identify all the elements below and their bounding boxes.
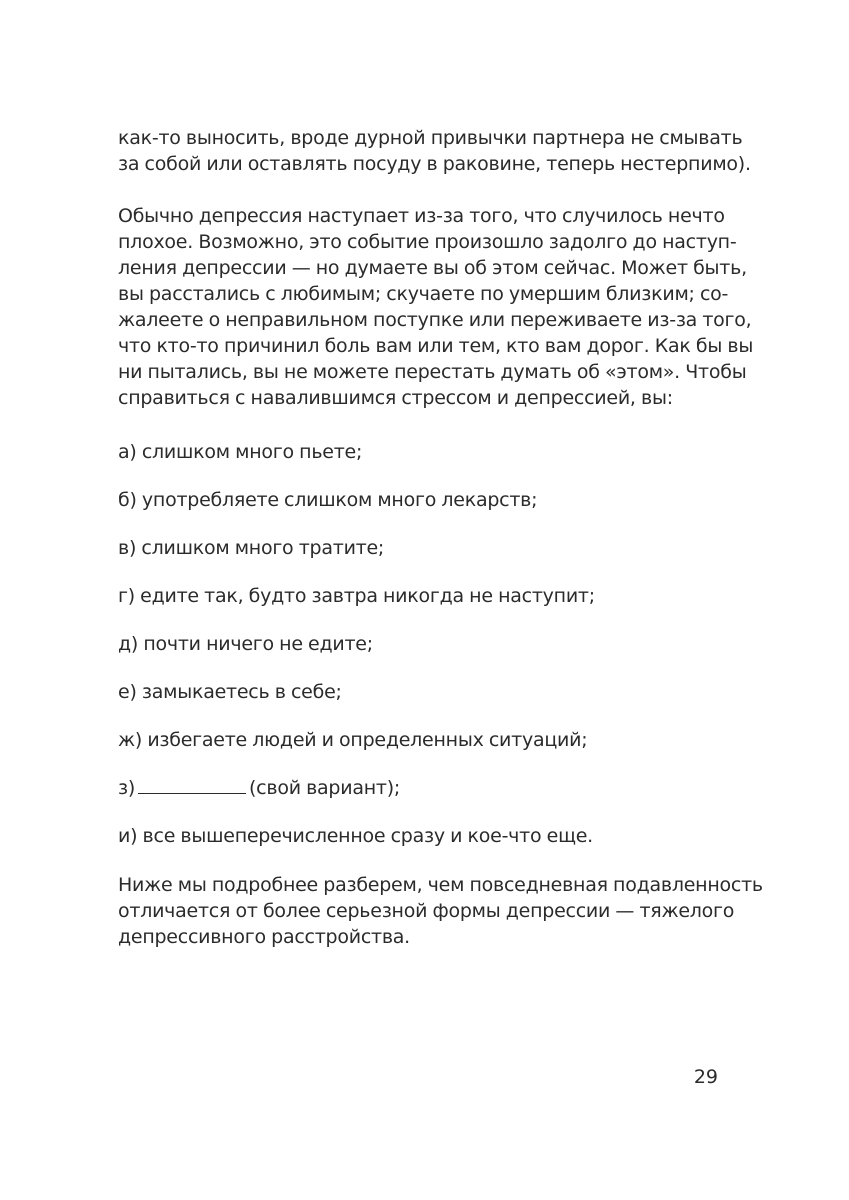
text-line: ни пытались, вы не можете перестать думать об «этом». Чтобы: [118, 361, 747, 383]
text-line: Обычно депрессия наступает из-за того, что случилось нечто: [118, 205, 725, 227]
text-line: что кто-то причинил боль вам или тем, кто вам дорог. Как бы вы: [118, 335, 754, 357]
list-item-e: е) замыкаетесь в себе;: [118, 681, 342, 703]
fill-in-blank: [138, 777, 246, 794]
text-line: вы расстались с любимым; скучаете по умершим близким; со-: [118, 283, 729, 305]
paragraph-2: [118, 203, 754, 411]
list-item-g: г) едите так, будто завтра никогда не наступит;: [118, 585, 595, 607]
text-line: плохое. Возможно, это событие произошло задолго до наступ-: [118, 231, 737, 253]
text-line: справиться с навалившимся стрессом и депрессией, вы:: [118, 387, 673, 409]
list-item-d: д) почти ничего не едите;: [118, 633, 373, 655]
page-number: 29: [693, 1066, 718, 1088]
text-line: как-то выносить, вроде дурной привычки партнера не смывать: [118, 127, 743, 149]
text-line: отличается от более серьезной формы депрессии — тяжелого: [118, 900, 735, 922]
paragraph-3: [118, 872, 763, 950]
list-item-z: [118, 775, 718, 801]
list-item-z-prefix: з): [118, 777, 136, 799]
book-page: [118, 0, 763, 1200]
list-item-v: в) слишком много тратите;: [118, 537, 385, 559]
list-item-z-suffix: (свой вариант);: [249, 777, 401, 799]
list-item-i: и) все вышеперечисленное сразу и кое-что еще.: [118, 825, 593, 847]
list-item-a: а) слишком много пьете;: [118, 441, 363, 463]
text-line: ления депрессии — но думаете вы об этом сейчас. Может быть,: [118, 257, 747, 279]
paragraph-1: [118, 125, 751, 177]
text-line: жалеете о неправильном поступке или переживаете из-за того,: [118, 309, 752, 331]
text-line: за собой или оставлять посуду в раковине, теперь нестерпимо).: [118, 153, 751, 175]
text-line: депрессивного расстройства.: [118, 926, 410, 948]
list-item-b: б) употребляете слишком много лекарств;: [118, 489, 538, 511]
text-line: Ниже мы подробнее разберем, чем повседневная подавленность: [118, 874, 763, 896]
list-item-zh: ж) избегаете людей и определенных ситуаций;: [118, 729, 588, 751]
